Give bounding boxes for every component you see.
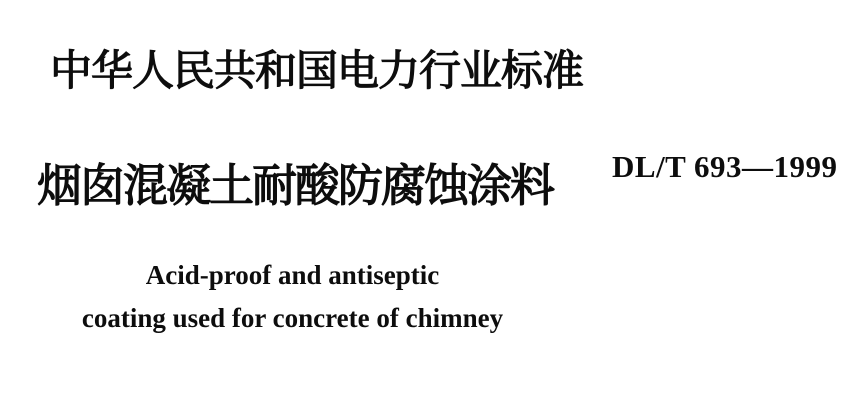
standard-category-heading: 中华人民共和国电力行业标准 — [50, 47, 584, 94]
english-title-line-1: Acid-proof and antiseptic — [145, 260, 440, 290]
standard-title-english — [70, 254, 515, 340]
standard-number: DL/T 693—1999 — [612, 149, 838, 184]
english-title-line-2: coating used for concrete of chimney — [81, 303, 504, 333]
standard-title-chinese: 烟囱混凝土耐酸防腐蚀涂料 — [37, 160, 554, 211]
